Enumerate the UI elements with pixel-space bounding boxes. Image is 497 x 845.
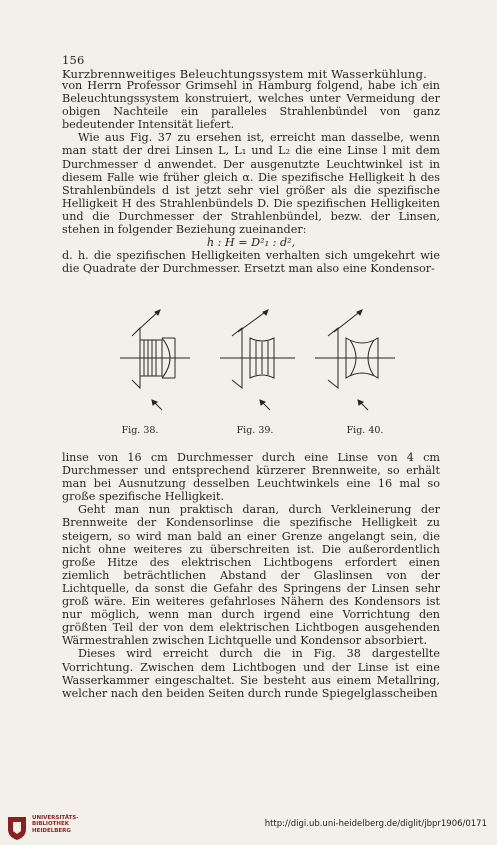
text-block-lower [62,451,440,700]
paragraph: Geht man nun praktisch daran, durch Verkleinerung der Brennweite der Kondensorlinse die spezifische Helligkeit zu steigern, so wird man bald an einer Grenze angelangt sein, die nicht ohne weiteres zu überschreiten ist. Die außerordentlich große Hitze des elektrischen Lichtbogens erfordert einen ziemlich beträchtlichen Abstand der Glaslinsen von der Lichtquelle, da sonst die Gefahr des Springens der Linsen sehr groß wäre. Ein weiteres gefahrloses Nähern des Kondensors ist nur möglich, wenn man durch irgend eine Vorrichtung den größten Teil der von dem elektrischen Lichtbogen ausgehenden Wärmestrahlen zwischen Lichtquelle und Kondensor absorbiert. [62,503,440,648]
source-url-link[interactable]: http://digi.ub.uni-heidelberg.de/diglit/jbpr1906/0171 [264,819,487,829]
figure-38-diagram [120,310,190,410]
formula: h : H = D²₁ : d², [206,236,296,250]
paragraph: Wie aus Fig. 37 zu ersehen ist, erreicht man dasselbe, wenn man statt der drei Linsen L, L₁ und L₂ die eine Linse l mit dem Durchmesser d anwendet. Der ausgenutzte Leuchtwinkel ist in diesem Falle wie früher gleich α. Die spezifische Helligkeit h des Strahlenbündels d ist jetzt sehr viel größer als die spezifische Helligkeit H des Strahlenbündels D. Die spezifischen Helligkeiten und die Durchmesser der Strahlenbündel, bezw. der Linsen, stehen in folgender Beziehung zueinander: [62,131,440,237]
page-number: 156 [62,53,85,67]
figure-39-diagram [220,310,295,410]
paragraph: d. h. die spezifischen Helligkeiten verhalten sich umgekehrt wie die Quadrate der Durchmesser. Ersetzt man also eine Kondensor- [62,249,440,276]
figure-row [100,308,410,443]
figure-caption: Fig. 40. [346,425,384,436]
digitization-footer [0,807,497,845]
library-name: UNIVERSITÄTS- BIBLIOTHEK HEIDELBERG [32,815,79,834]
paragraph: linse von 16 cm Durchmesser durch eine Linse von 4 cm Durchmesser und entsprechend kürzerer Brennweite, so erhält man bei Ausnutzung desselben Leuchtwinkels eine 16 mal so große spezifische Helligkeit. [62,451,440,504]
running-title: Kurzbrennweitiges Beleuchtungssystem mit Wasserkühlung. [62,67,428,81]
paragraph: von Herrn Professor Grimsehl in Hamburg folgend, habe ich ein Beleuchtungssystem konstruiert, welches unter Vermeidung der obigen Nachteile ein paralleles Strahlenbündel von ganz bedeutender Intensität liefert. [62,79,440,132]
text-block-upper [62,79,440,275]
figure-caption: Fig. 38. [121,425,159,436]
library-logo-icon [6,815,28,841]
lens-diagrams [100,308,410,428]
paragraph: Dieses wird erreicht durch die in Fig. 38 dargestellte Vorrichtung. Zwischen dem Lichtbogen und der Linse ist eine Wasserkammer eingeschaltet. Sie besteht aus einem Metallring, welcher nach den beiden Seiten durch runde Spiegelglasscheiben [62,647,440,700]
running-header [62,53,442,81]
figure-40-diagram [315,310,395,410]
figure-caption: Fig. 39. [236,425,274,436]
